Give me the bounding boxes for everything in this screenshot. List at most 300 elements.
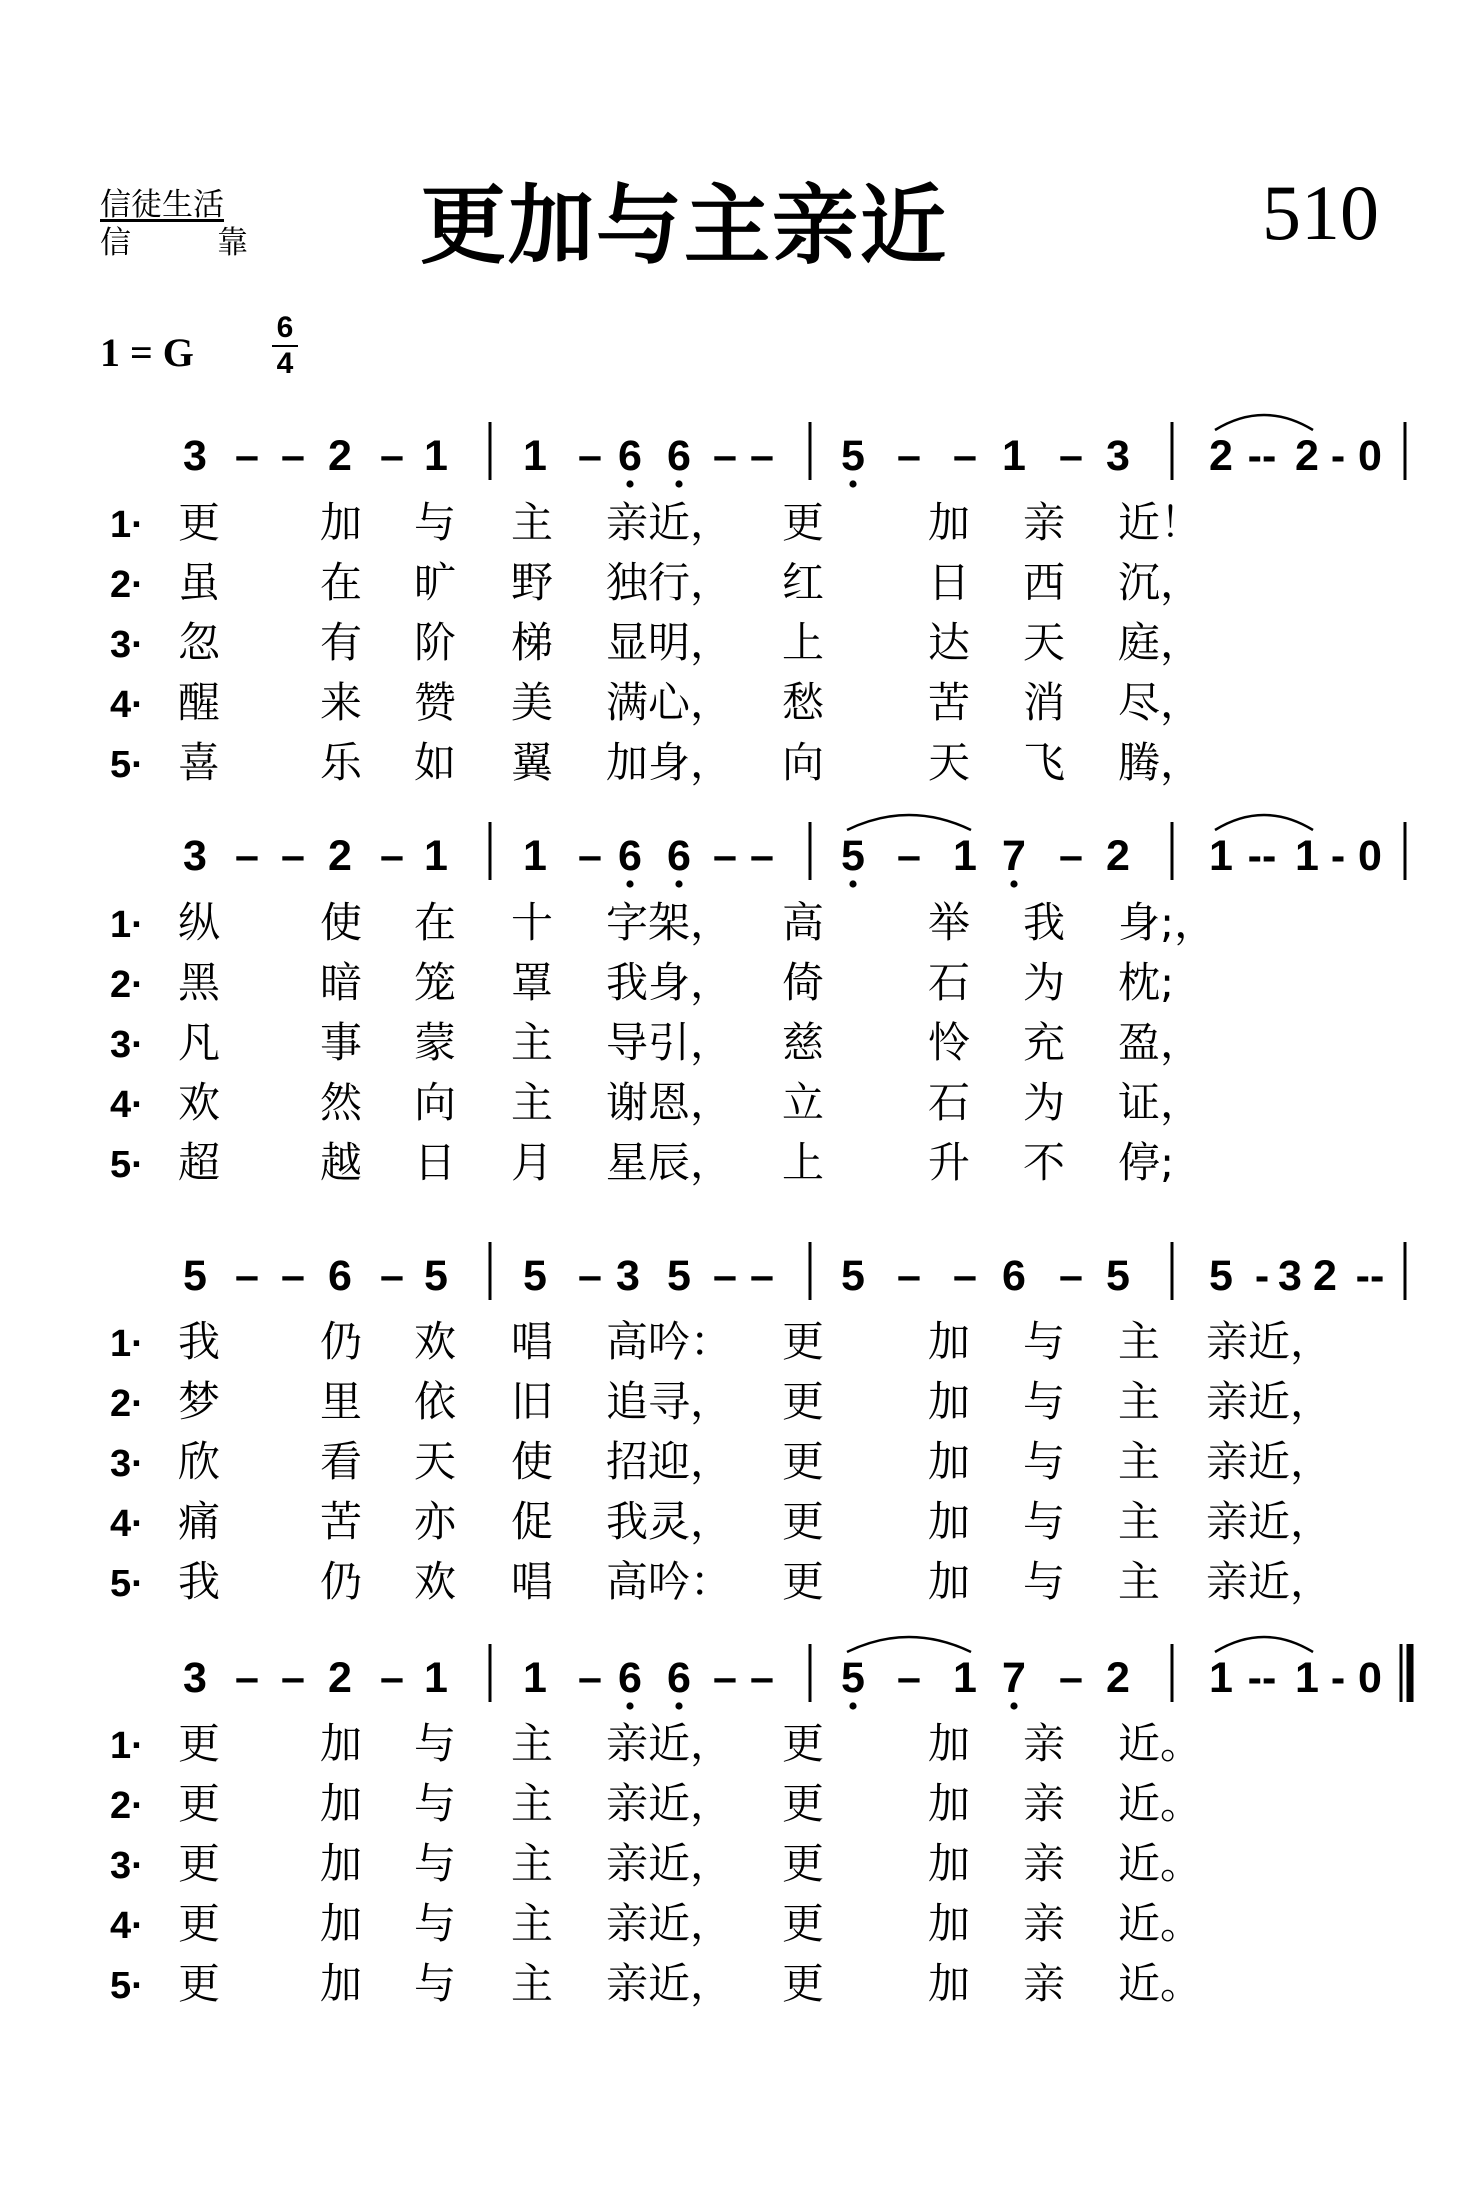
verse-number: 5· <box>110 1144 144 1186</box>
verse-number: 5· <box>110 744 144 786</box>
lyric-syllable: 加 <box>928 498 971 547</box>
lyric-syllable: 亲 <box>1023 1899 1066 1948</box>
lyric-syllable: 向 <box>782 738 825 787</box>
tie-arc <box>847 815 971 830</box>
note: 1 <box>424 1654 448 1702</box>
lyric-syllable: 愁 <box>782 678 825 727</box>
lyric-syllable: 笼 <box>414 958 457 1007</box>
lyric-syllable: 与 <box>1023 1437 1066 1486</box>
lyric-syllable: 美 <box>511 678 554 727</box>
octave-dot <box>1010 880 1017 887</box>
lyric-syllable: 近。 <box>1118 1839 1203 1888</box>
lyric-syllable: 与 <box>414 1839 457 1888</box>
lyric-syllable: 唱 <box>511 1317 554 1366</box>
subcategory-char: 信 <box>100 225 131 261</box>
octave-dot <box>626 1702 633 1709</box>
key-signature: 1 = G <box>100 330 194 375</box>
note: 1 <box>424 832 448 880</box>
note: 1 <box>424 432 448 480</box>
lyric-syllable: 加 <box>928 1437 971 1486</box>
lyric-syllable: 更 <box>178 1719 221 1768</box>
lyric-syllable: 野 <box>511 558 554 607</box>
lyric-syllable: 蒙 <box>414 1018 457 1067</box>
lyric-syllable: 使 <box>511 1437 554 1486</box>
lyric-syllable: 主 <box>511 1719 554 1768</box>
verse-number: 5· <box>110 1563 144 1605</box>
note: 0 <box>1358 1654 1382 1702</box>
dash-note: – <box>750 1252 774 1300</box>
lyric-syllable: 主 <box>511 1779 554 1828</box>
verse-number: 2· <box>110 964 144 1006</box>
lyric-syllable: 加 <box>928 1779 971 1828</box>
lyric-syllable: 阶 <box>414 618 457 667</box>
lyric-syllable: 纵 <box>178 898 221 947</box>
lyric-syllable: 里 <box>320 1377 363 1426</box>
dash-note: – <box>897 1654 921 1702</box>
lyric-syllable: 然 <box>320 1078 363 1127</box>
lyric-syllable: 更 <box>782 1497 825 1546</box>
verse-number: 3· <box>110 624 144 666</box>
lyric-syllable: 醒 <box>178 678 221 727</box>
dash-note: -- <box>1355 1252 1385 1300</box>
lyric-syllable: 在 <box>320 558 363 607</box>
verse-number: 4· <box>110 1084 144 1126</box>
lyric-syllable: 主 <box>511 1078 554 1127</box>
dash-note: - <box>1330 432 1346 480</box>
note: 0 <box>1358 832 1382 880</box>
verse-number: 2· <box>110 1383 144 1425</box>
dash-note: - <box>1254 1252 1270 1300</box>
note: 1 <box>1295 1654 1319 1702</box>
lyric-syllable: 使 <box>320 898 363 947</box>
dash-note: – <box>578 432 602 480</box>
lyric-syllable: 停; <box>1118 1138 1175 1187</box>
dash-note: – <box>953 432 977 480</box>
lyric-syllable: 苦 <box>928 678 971 727</box>
lyric-syllable: 红 <box>782 558 825 607</box>
verse-number: 2· <box>110 1785 144 1827</box>
note: 5 <box>841 832 865 880</box>
dash-note: – <box>578 832 602 880</box>
lyric-syllable: 加 <box>320 498 363 547</box>
lyric-syllable: 与 <box>414 498 457 547</box>
lyric-syllable: 亲近， <box>1206 1557 1333 1606</box>
lyric-syllable: 主 <box>511 1959 554 2008</box>
lyric-syllable: 近。 <box>1118 1779 1203 1828</box>
note: 0 <box>1358 432 1382 480</box>
lyric-syllable: 慈 <box>782 1018 825 1067</box>
verse-number: 1· <box>110 904 144 946</box>
category-label: 信徒生活 <box>100 187 224 223</box>
note: 6 <box>328 1252 352 1300</box>
dash-note: – <box>281 1252 305 1300</box>
lyric-syllable: 消 <box>1023 678 1066 727</box>
hymn-number: 510 <box>1262 169 1379 256</box>
note: 6 <box>618 1654 642 1702</box>
dash-note: – <box>281 832 305 880</box>
lyric-syllable: 天 <box>1023 618 1066 667</box>
lyric-syllable: 怜 <box>928 1018 971 1067</box>
lyric-syllable: 更 <box>782 498 825 547</box>
lyric-syllable: 满心， <box>606 678 733 727</box>
verse-number: 2· <box>110 564 144 606</box>
note: 5 <box>667 1252 691 1300</box>
lyric-syllable: 欢 <box>178 1078 221 1127</box>
lyric-syllable: 在 <box>414 898 457 947</box>
lyric-syllable: 加 <box>928 1377 971 1426</box>
lyric-syllable: 虽 <box>178 558 221 607</box>
lyric-syllable: 事 <box>320 1018 363 1067</box>
dash-note: – <box>281 1654 305 1702</box>
lyric-syllable: 更 <box>178 1839 221 1888</box>
note: 6 <box>618 432 642 480</box>
lyric-syllable: 主 <box>1118 1377 1161 1426</box>
dash-note: – <box>1059 1654 1083 1702</box>
octave-dot <box>675 1702 682 1709</box>
lyric-syllable: 更 <box>782 1959 825 2008</box>
lyric-syllable: 更 <box>782 1899 825 1948</box>
note: 2 <box>1313 1252 1337 1300</box>
lyric-syllable: 梯 <box>511 618 554 667</box>
lyric-syllable: 导引， <box>606 1018 733 1067</box>
dash-note: – <box>235 432 259 480</box>
lyric-syllable: 与 <box>1023 1317 1066 1366</box>
lyric-syllable: 如 <box>414 738 457 787</box>
lyric-syllable: 旷 <box>414 558 457 607</box>
lyric-syllable: 亲 <box>1023 1959 1066 2008</box>
lyric-syllable: 与 <box>1023 1497 1066 1546</box>
lyric-syllable: 近。 <box>1118 1719 1203 1768</box>
lyric-syllable: 亲 <box>1023 1719 1066 1768</box>
dash-note: – <box>578 1654 602 1702</box>
note: 1 <box>1295 832 1319 880</box>
dash-note: – <box>713 1654 737 1702</box>
lyric-syllable: 主 <box>511 1839 554 1888</box>
lyric-syllable: 加 <box>320 1719 363 1768</box>
note: 2 <box>328 1654 352 1702</box>
tie-arc <box>1215 415 1313 430</box>
lyric-syllable: 更 <box>782 1437 825 1486</box>
lyric-syllable: 旧 <box>511 1377 554 1426</box>
lyric-syllable: 主 <box>1118 1317 1161 1366</box>
lyric-syllable: 近！ <box>1118 498 1203 547</box>
lyric-syllable: 仍 <box>320 1317 363 1366</box>
lyric-syllable: 加 <box>928 1557 971 1606</box>
lyric-syllable: 唱 <box>511 1557 554 1606</box>
lyric-syllable: 枕; <box>1118 958 1175 1007</box>
lyric-syllable: 天 <box>928 738 971 787</box>
lyric-syllable: 石 <box>928 1078 971 1127</box>
octave-dot <box>849 880 856 887</box>
octave-dot <box>675 480 682 487</box>
verse-number: 3· <box>110 1443 144 1485</box>
lyric-syllable: 亲 <box>1023 1839 1066 1888</box>
note: 3 <box>183 432 207 480</box>
lyric-syllable: 谢恩， <box>606 1078 733 1127</box>
note: 5 <box>841 1654 865 1702</box>
lyric-syllable: 更 <box>178 1959 221 2008</box>
dash-note: – <box>380 832 404 880</box>
note: 2 <box>1106 1654 1130 1702</box>
verse-number: 1· <box>110 1725 144 1767</box>
note: 2 <box>1295 432 1319 480</box>
lyric-syllable: 主 <box>511 498 554 547</box>
note: 1 <box>523 832 547 880</box>
octave-dot <box>1010 1702 1017 1709</box>
time-signature-bottom: 4 <box>276 347 294 380</box>
lyric-syllable: 喜 <box>178 738 221 787</box>
lyric-syllable: 加 <box>320 1959 363 2008</box>
note: 1 <box>1209 832 1233 880</box>
lyric-syllable: 向 <box>414 1078 457 1127</box>
lyric-syllable: 亲近， <box>1206 1317 1333 1366</box>
note: 5 <box>1209 1252 1233 1300</box>
lyric-syllable: 促 <box>511 1497 554 1546</box>
lyric-syllable: 更 <box>782 1779 825 1828</box>
dash-note: – <box>713 1252 737 1300</box>
octave-dot <box>849 1702 856 1709</box>
time-signature-top: 6 <box>276 311 294 344</box>
lyric-syllable: 亲 <box>1023 1779 1066 1828</box>
note: 2 <box>328 432 352 480</box>
lyric-syllable: 我 <box>178 1557 221 1606</box>
dash-note: – <box>380 1654 404 1702</box>
note: 1 <box>523 432 547 480</box>
lyric-syllable: 与 <box>414 1779 457 1828</box>
octave-dot <box>675 880 682 887</box>
lyric-syllable: 升 <box>928 1138 971 1187</box>
note: 5 <box>183 1252 207 1300</box>
note: 3 <box>1106 432 1130 480</box>
lyric-syllable: 高吟： <box>606 1317 733 1366</box>
note: 1 <box>953 1654 977 1702</box>
lyric-syllable: 亲近， <box>606 498 733 547</box>
lyric-syllable: 举 <box>928 898 971 947</box>
verse-number: 4· <box>110 1905 144 1947</box>
lyric-syllable: 我 <box>178 1317 221 1366</box>
lyric-syllable: 身;， <box>1118 898 1217 947</box>
lyric-syllable: 欣 <box>178 1437 221 1486</box>
dash-note: – <box>750 432 774 480</box>
lyric-syllable: 立 <box>782 1078 825 1127</box>
note: 1 <box>523 1654 547 1702</box>
subcategory-char: 靠 <box>217 225 248 261</box>
lyric-syllable: 亲近， <box>606 1959 733 2008</box>
note: 1 <box>953 832 977 880</box>
verse-number: 1· <box>110 504 144 546</box>
lyric-syllable: 翼 <box>511 738 554 787</box>
tie-arc <box>847 1637 971 1652</box>
lyric-syllable: 亲近， <box>1206 1377 1333 1426</box>
lyric-syllable: 苦 <box>320 1497 363 1546</box>
dash-note: -- <box>1247 1654 1277 1702</box>
lyric-syllable: 不 <box>1023 1138 1066 1187</box>
lyric-syllable: 与 <box>414 1959 457 2008</box>
lyric-syllable: 暗 <box>320 958 363 1007</box>
note: 1 <box>1002 432 1026 480</box>
dash-note: -- <box>1247 432 1277 480</box>
hymn-title: 更加与主亲近 <box>420 176 948 276</box>
lyric-syllable: 加 <box>928 1497 971 1546</box>
verse-number: 5· <box>110 1965 144 2007</box>
note: 5 <box>841 432 865 480</box>
dash-note: – <box>235 1654 259 1702</box>
lyric-syllable: 赞 <box>414 678 457 727</box>
lyric-syllable: 加 <box>320 1779 363 1828</box>
lyric-syllable: 招迎， <box>606 1437 733 1486</box>
lyric-syllable: 达 <box>928 618 971 667</box>
lyric-syllable: 加 <box>928 1899 971 1948</box>
lyric-syllable: 上 <box>782 1138 825 1187</box>
lyric-syllable: 亲近， <box>1206 1497 1333 1546</box>
dash-note: – <box>897 1252 921 1300</box>
dash-note: - <box>1330 832 1346 880</box>
lyric-syllable: 更 <box>178 1779 221 1828</box>
lyric-syllable: 西 <box>1023 558 1066 607</box>
lyric-syllable: 月 <box>511 1138 554 1187</box>
lyric-syllable: 与 <box>1023 1557 1066 1606</box>
lyric-syllable: 亲近， <box>606 1899 733 1948</box>
note: 6 <box>667 832 691 880</box>
lyric-syllable: 主 <box>511 1899 554 1948</box>
dash-note: – <box>897 432 921 480</box>
lyric-syllable: 日 <box>414 1138 457 1187</box>
lyric-syllable: 超 <box>178 1138 221 1187</box>
note: 5 <box>424 1252 448 1300</box>
note: 2 <box>1209 432 1233 480</box>
note: 3 <box>1278 1252 1302 1300</box>
lyric-syllable: 更 <box>782 1377 825 1426</box>
verse-number: 1· <box>110 1323 144 1365</box>
lyric-syllable: 亲近， <box>606 1779 733 1828</box>
lyric-syllable: 我灵， <box>606 1497 733 1546</box>
lyric-syllable: 加身， <box>606 738 733 787</box>
dash-note: – <box>235 832 259 880</box>
lyric-syllable: 主 <box>1118 1497 1161 1546</box>
note: 5 <box>523 1252 547 1300</box>
lyric-syllable: 加 <box>928 1317 971 1366</box>
verse-number: 4· <box>110 1503 144 1545</box>
note: 7 <box>1002 1654 1026 1702</box>
dash-note: - <box>1330 1654 1346 1702</box>
dash-note: – <box>281 432 305 480</box>
note: 1 <box>1209 1654 1233 1702</box>
lyric-syllable: 欢 <box>414 1557 457 1606</box>
lyric-syllable: 更 <box>178 498 221 547</box>
dash-note: -- <box>1247 832 1277 880</box>
dash-note: – <box>1059 832 1083 880</box>
note: 3 <box>183 832 207 880</box>
lyric-syllable: 依 <box>414 1377 457 1426</box>
lyric-syllable: 与 <box>1023 1377 1066 1426</box>
lyric-syllable: 日 <box>928 558 971 607</box>
lyric-syllable: 看 <box>320 1437 363 1486</box>
lyric-syllable: 上 <box>782 618 825 667</box>
note: 6 <box>667 432 691 480</box>
lyric-syllable: 亦 <box>414 1497 457 1546</box>
lyric-syllable: 梦 <box>178 1377 221 1426</box>
verse-number: 4· <box>110 684 144 726</box>
note: 2 <box>1106 832 1130 880</box>
note: 6 <box>667 1654 691 1702</box>
note: 3 <box>183 1654 207 1702</box>
note: 6 <box>618 832 642 880</box>
lyric-syllable: 痛 <box>178 1497 221 1546</box>
lyric-syllable: 亲近， <box>1206 1437 1333 1486</box>
octave-dot <box>849 480 856 487</box>
dash-note: – <box>713 832 737 880</box>
lyric-syllable: 加 <box>928 1959 971 2008</box>
lyric-syllable: 倚 <box>782 958 825 1007</box>
lyric-syllable: 加 <box>928 1719 971 1768</box>
lyric-syllable: 黑 <box>178 958 221 1007</box>
dash-note: – <box>750 832 774 880</box>
lyric-syllable: 显明， <box>606 618 733 667</box>
lyric-syllable: 更 <box>782 1557 825 1606</box>
dash-note: – <box>235 1252 259 1300</box>
note: 2 <box>328 832 352 880</box>
tie-arc <box>1215 815 1313 830</box>
lyric-syllable: 高吟： <box>606 1557 733 1606</box>
lyric-syllable: 充 <box>1023 1018 1066 1067</box>
lyric-syllable: 飞 <box>1023 738 1066 787</box>
lyric-syllable: 高 <box>782 898 825 947</box>
lyric-syllable: 天 <box>414 1437 457 1486</box>
lyric-syllable: 为 <box>1023 958 1066 1007</box>
lyric-syllable: 沉， <box>1118 558 1203 607</box>
lyric-syllable: 盈， <box>1118 1018 1203 1067</box>
lyric-syllable: 与 <box>414 1899 457 1948</box>
lyric-syllable: 加 <box>928 1839 971 1888</box>
lyric-syllable: 更 <box>782 1719 825 1768</box>
dash-note: – <box>380 432 404 480</box>
lyric-syllable: 亲近， <box>606 1839 733 1888</box>
lyric-syllable: 为 <box>1023 1078 1066 1127</box>
dash-note: – <box>578 1252 602 1300</box>
lyric-syllable: 我身， <box>606 958 733 1007</box>
lyric-syllable: 主 <box>1118 1557 1161 1606</box>
lyric-syllable: 石 <box>928 958 971 1007</box>
lyric-syllable: 凡 <box>178 1018 221 1067</box>
lyric-syllable: 主 <box>511 1018 554 1067</box>
lyric-syllable: 独行， <box>606 558 733 607</box>
tie-arc <box>1215 1637 1313 1652</box>
verse-number: 3· <box>110 1845 144 1887</box>
octave-dot <box>626 880 633 887</box>
lyric-syllable: 主 <box>1118 1437 1161 1486</box>
lyric-syllable: 欢 <box>414 1317 457 1366</box>
lyric-syllable: 尽， <box>1118 678 1203 727</box>
lyric-syllable: 罩 <box>511 958 554 1007</box>
lyric-syllable: 有 <box>320 618 363 667</box>
lyric-syllable: 亲 <box>1023 498 1066 547</box>
verse-number: 3· <box>110 1024 144 1066</box>
lyric-syllable: 字架， <box>606 898 733 947</box>
note: 6 <box>1002 1252 1026 1300</box>
lyric-syllable: 忽 <box>178 618 221 667</box>
lyric-syllable: 星辰， <box>606 1138 733 1187</box>
lyric-syllable: 证， <box>1118 1078 1203 1127</box>
dash-note: – <box>750 1654 774 1702</box>
dash-note: – <box>897 832 921 880</box>
dash-note: – <box>380 1252 404 1300</box>
lyric-syllable: 更 <box>782 1317 825 1366</box>
lyric-syllable: 近。 <box>1118 1959 1203 2008</box>
note: 7 <box>1002 832 1026 880</box>
lyric-syllable: 加 <box>320 1899 363 1948</box>
lyric-syllable: 与 <box>414 1719 457 1768</box>
lyric-syllable: 十 <box>511 898 554 947</box>
